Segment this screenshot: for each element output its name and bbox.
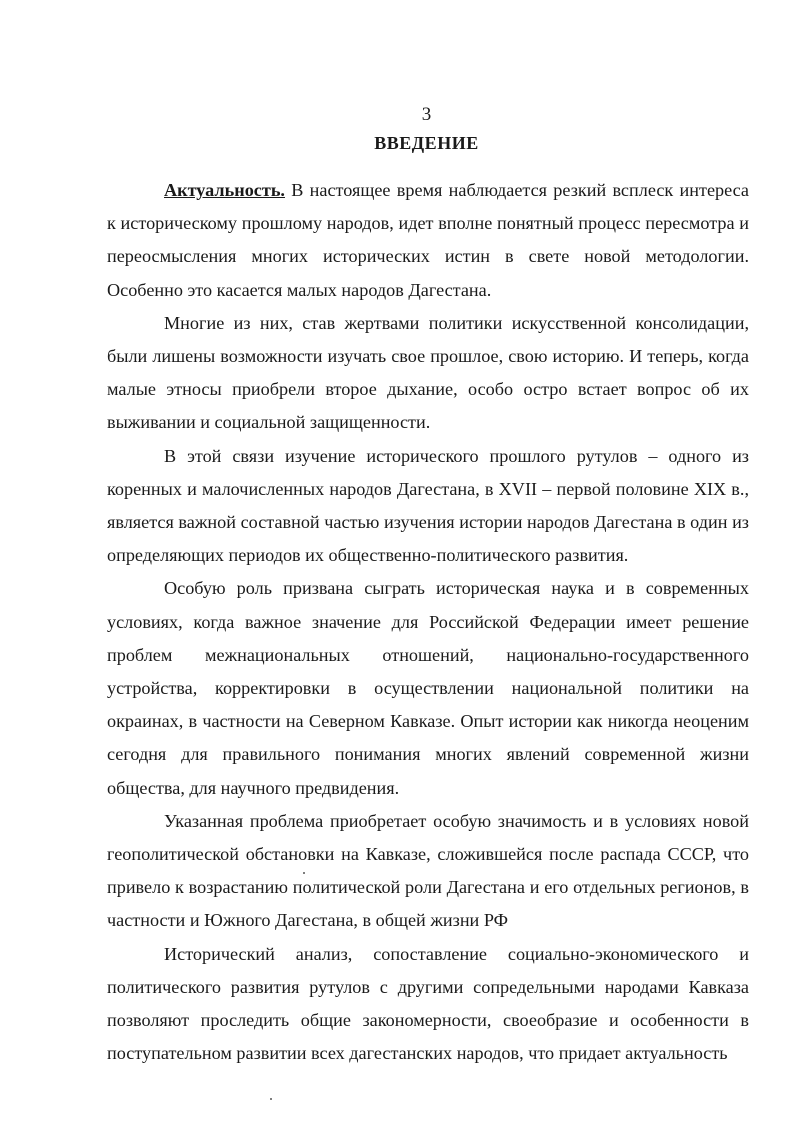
paragraph-geopolitics: Указанная проблема приобретает особую значимость и в условиях новой геополитической обстановки на Кавказе, сложившейся после распада СССР, что привело к возрастанию политической роли Дагестана и его отдельных регионов, в частности и Южного Дагестана, в общей жизни РФ xyxy=(107,810,749,931)
paragraph-consolidation: Многие из них, став жертвами политики искусственной консолидации, были лишены возможности изучать свое прошлое, свою историю. И теперь, когда малые этносы приобрели второе дыхание, особо остро встает вопрос об их выживании и социальной защищенности. xyxy=(107,312,749,433)
section-heading: ВВЕДЕНИЕ xyxy=(374,133,479,153)
page-number: 3 xyxy=(421,104,432,125)
paragraph-text: В настоящее время наблюдается резкий всплеск интереса к историческому прошлому народов, идет вполне понятный процесс пересмотра и переосмысления многих исторических истин в свете новой методологии. Особенно это касается малых народов Дагестана. xyxy=(107,180,749,300)
paragraph-lead-label: Актуальность. xyxy=(164,180,285,200)
paragraph-rutuls-history: В этой связи изучение исторического прошлого рутулов – одного из коренных и малочисленных народов Дагестана, в XVII – первой половине XIX в., является важной составной частью изучения истории народов Дагестана в один из определяющих периодов их общественно-политического развития. xyxy=(107,445,749,566)
scan-speck xyxy=(270,1098,272,1100)
paragraph-historical-science: Особую роль призвана сыграть историческая наука и в современных условиях, когда важное значение для Российской Федерации имеет решение проблем межнациональных отношений, национально-государственного устройства, корректировки в осуществлении национальной политики на окраинах, в частности на Северном Кавказе. Опыт истории как никогда неоценим сегодня для правильного понимания многих явлений современной жизни общества, для научного предвидения. xyxy=(107,578,749,798)
body-text xyxy=(107,174,749,1070)
scan-speck xyxy=(303,872,305,874)
paragraph-analysis: Исторический анализ, сопоставление социально-экономического и политического развития рутулов с другими сопредельными народами Кавказа позволяют проследить общие закономерности, своеобразие и особенности в поступательном развитии всех дагестанских народов, что придает актуальность xyxy=(107,943,749,1064)
paragraph-relevance xyxy=(107,174,749,307)
